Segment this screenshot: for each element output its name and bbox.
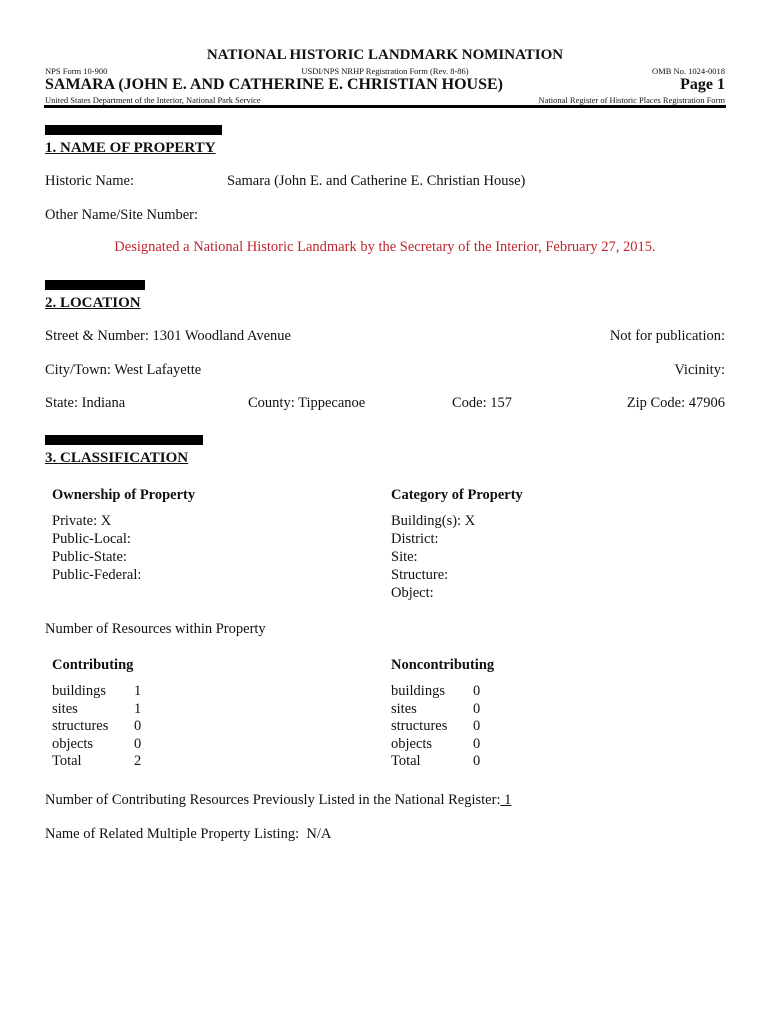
historic-name-label: Historic Name: [45,173,134,189]
category-item: Object: [391,585,434,601]
ownership-list [52,512,141,584]
table-row [52,736,141,754]
row-value: 0 [134,718,142,734]
ownership-item: Public-Local: [52,531,131,547]
code: Code: 157 [452,395,513,411]
table-row [391,701,480,719]
section2-heading: 2. LOCATION [45,295,141,311]
row-value: 0 [473,718,481,734]
section3-heading: 3. CLASSIFICATION [45,450,189,466]
row-value: 2 [134,753,142,769]
section3-bar [45,435,203,445]
section1-heading: 1. NAME OF PROPERTY [45,140,216,156]
table-row [391,753,480,771]
other-name-label: Other Name/Site Number: [45,207,199,223]
header-rule [44,105,726,108]
form-registration: USDI/NPS NRHP Registration Form (Rev. 8-86) [301,66,469,76]
multiple-property-listing: Name of Related Multiple Property Listing: N/A [45,826,332,842]
contributing-table [52,683,141,771]
row-value: 0 [473,735,481,752]
row-label: objects [391,735,433,752]
row-value: 0 [473,753,481,769]
previously-listed-value: 1 [500,792,512,808]
category-heading: Category of Property [391,487,523,503]
row-label: buildings [391,683,445,699]
previously-listed-label: Number of Contributing Resources Previously Listed in the National Register: [45,792,501,808]
contributing-heading: Contributing [52,657,134,673]
row-value: 0 [473,683,481,699]
ownership-item: Public-State: [52,549,127,565]
table-row [391,683,480,701]
state: State: Indiana [45,395,126,411]
section2-bar [45,280,145,290]
row-value: 1 [134,683,142,699]
row-value: 1 [134,700,142,717]
previously-listed [45,792,511,809]
designation-note: Designated a National Historic Landmark by the Secretary of the Interior, February 27, 2015. [114,239,656,255]
vicinity: Vicinity: [674,362,725,378]
category-item: Building(s): X [391,513,476,529]
ownership-heading: Ownership of Property [52,487,196,503]
category-item: Site: [391,549,418,565]
row-value: 0 [473,700,481,717]
historic-name-value: Samara (John E. and Catherine E. Christian House) [227,173,526,189]
table-row [391,736,480,754]
row-label: buildings [52,683,106,699]
row-label: sites [391,700,417,717]
row-label: structures [52,718,109,734]
county: County: Tippecanoe [248,395,366,411]
noncontributing-table [391,683,480,771]
form-number: NPS Form 10-900 [45,66,108,76]
table-row [52,701,141,719]
register-form-line: National Register of Historic Places Registration Form [538,95,725,105]
property-title: SAMARA (JOHN E. AND CATHERINE E. CHRISTIAN HOUSE) [45,76,503,93]
main-title: NATIONAL HISTORIC LANDMARK NOMINATION [206,47,564,63]
department-line: United States Department of the Interior, National Park Service [45,95,261,105]
noncontributing-heading: Noncontributing [391,657,495,673]
table-row [52,718,141,736]
city-town: City/Town: West Lafayette [45,362,202,378]
category-item: District: [391,531,439,547]
omb-number: OMB No. 1024-0018 [652,66,725,76]
ownership-item: Private: X [52,513,112,529]
zip-code: Zip Code: 47906 [626,395,725,411]
table-row [391,718,480,736]
row-label: objects [52,735,94,752]
table-row [52,753,141,771]
row-label: Total [391,753,421,769]
ownership-item: Public-Federal: [52,567,142,583]
section1-bar [45,125,222,135]
row-label: Total [52,753,82,769]
category-item: Structure: [391,567,449,583]
resources-label: Number of Resources within Property [45,621,266,637]
page-number: Page 1 [680,76,725,93]
row-value: 0 [134,735,142,752]
not-for-publication: Not for publication: [609,328,725,344]
table-row [52,683,141,701]
row-label: structures [391,718,448,734]
category-list [391,512,475,602]
row-label: sites [52,700,78,717]
street-number: Street & Number: 1301 Woodland Avenue [45,328,291,344]
